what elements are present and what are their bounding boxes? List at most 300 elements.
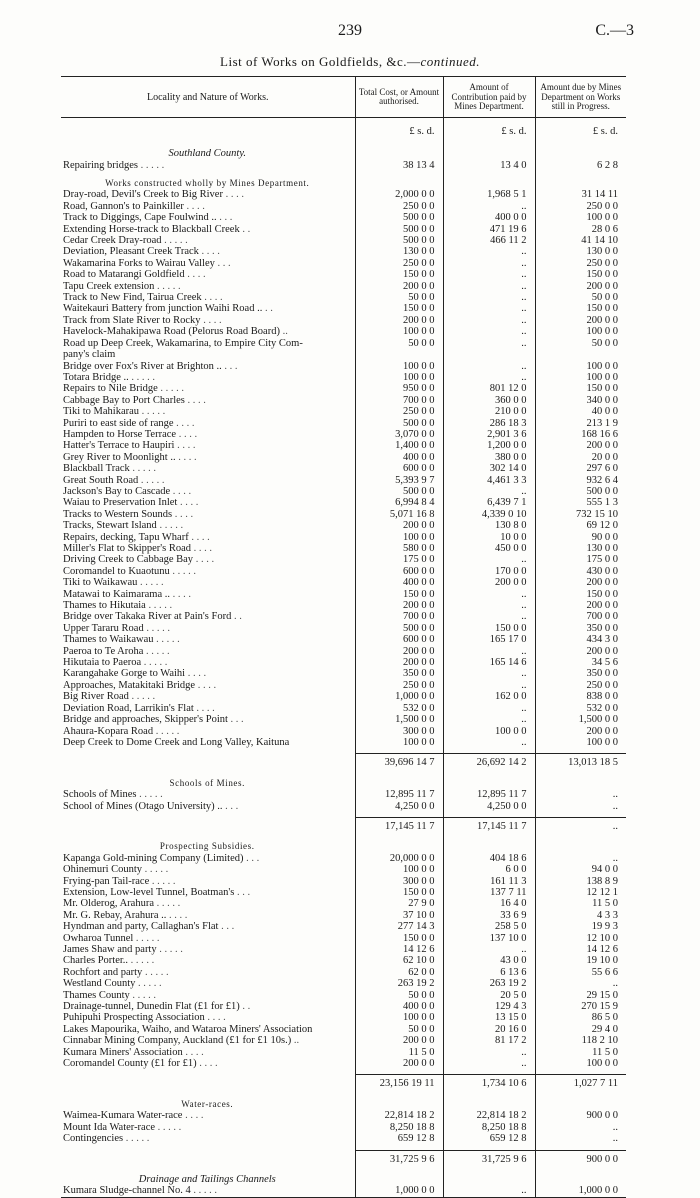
work-name-cell (61, 224, 355, 235)
work-name-cell (61, 668, 355, 679)
total-cost-cell: 130 0 0 (355, 246, 443, 257)
table-row (61, 876, 626, 887)
units-total: £ s. d. (355, 117, 443, 141)
table-row (61, 853, 626, 864)
table-row (61, 1058, 626, 1069)
table-row (61, 1047, 626, 1058)
leader-dots: . . . . (203, 314, 222, 326)
table-row (61, 990, 626, 1001)
contribution-cell: .. (443, 201, 535, 212)
work-name-cell (61, 235, 355, 246)
amount-due-cell: 838 0 0 (535, 691, 626, 702)
leader-dots: . . . . . (141, 406, 166, 418)
total-cost-cell: 300 0 0 (355, 876, 443, 887)
amount-due-cell: 12 10 0 (535, 933, 626, 944)
contribution-cell: 13 4 0 (443, 160, 535, 171)
work-name: Grey River to Moonlight .. (63, 451, 176, 463)
table-row (61, 955, 626, 966)
total-cost-cell: 250 0 0 (355, 406, 443, 417)
contribution-cell: 8,250 18 8 (443, 1122, 535, 1133)
work-name-cell (61, 395, 355, 406)
work-name-cell (61, 246, 355, 257)
section-total-cost: 23,156 19 11 (355, 1075, 443, 1092)
work-name-cell (61, 726, 355, 737)
table-row (61, 349, 626, 360)
work-name: Lakes Mapourika, Waiho, and Wataroa Miners' Association (63, 1023, 313, 1035)
leader-dots: . . . . . (164, 235, 188, 247)
work-name: Mr. G. Rebay, Arahura .. (63, 909, 167, 921)
section-total-contribution: 17,145 11 7 (443, 817, 535, 834)
leader-dots: . . . . . (137, 978, 162, 990)
amount-due-cell: 555 1 3 (535, 497, 626, 508)
contribution-cell: 129 4 3 (443, 1001, 535, 1012)
amount-due-cell: 31 14 11 (535, 189, 626, 200)
leader-dots: . . . . . (139, 789, 163, 801)
work-name: Cabbage Bay to Port Charles (63, 394, 185, 406)
amount-due-cell: 150 0 0 (535, 383, 626, 394)
leader-dots: . . . . . (159, 944, 183, 955)
leader-dots: . . . . (197, 679, 217, 691)
work-name-cell (61, 326, 355, 337)
units-due: £ s. d. (535, 117, 626, 141)
work-name-cell (61, 463, 355, 474)
table-row (61, 520, 626, 531)
leader-dots: . . . . (196, 702, 215, 714)
table-row (61, 703, 626, 714)
leader-dots: . . . . (172, 588, 191, 600)
leader-dots: . . . (221, 921, 235, 933)
table-row (61, 1110, 626, 1121)
amount-due-cell: 130 0 0 (535, 246, 626, 257)
work-name-cell (61, 269, 355, 280)
total-cost-cell: 5,071 16 8 (355, 509, 443, 520)
section-heading-row (61, 171, 626, 189)
contribution-cell: 20 16 0 (443, 1024, 535, 1035)
contribution-cell: .. (443, 944, 535, 955)
leader-dots: . . . . . (157, 280, 181, 292)
total-cost-cell: 250 0 0 (355, 680, 443, 691)
amount-due-cell: 700 0 0 (535, 611, 626, 622)
leader-dots: . . . . . (125, 1133, 150, 1145)
work-name: Ohinemuri County (63, 864, 143, 876)
total-cost-cell: 100 0 0 (355, 361, 443, 372)
leader-dots: . . . . . (146, 645, 170, 657)
amount-due-cell: 732 15 10 (535, 509, 626, 520)
work-name: Deviation Road, Larrikin's Flat (63, 702, 194, 714)
work-name: Puriri to east side of range (63, 417, 174, 429)
total-cost-cell: 6,994 8 4 (355, 497, 443, 508)
table-row (61, 543, 626, 554)
work-name: Track to New Find, Tairua Creek (63, 292, 202, 304)
section-total-row (61, 1075, 626, 1092)
work-name: Hampden to Horse Terrace (63, 428, 177, 440)
contribution-cell: .. (443, 680, 535, 691)
contribution-cell: 200 0 0 (443, 577, 535, 588)
page-reference: C.—3 (595, 22, 634, 39)
work-name: Hyndman and party, Callaghan's Flat (63, 921, 219, 933)
total-cost-cell: 11 5 0 (355, 1047, 443, 1058)
work-name: Upper Tararu Road (63, 622, 144, 634)
work-name-cell (61, 1185, 355, 1197)
leader-dots: . . . . (204, 292, 223, 304)
total-cost-cell: 263 19 2 (355, 978, 443, 989)
amount-due-cell: .. (535, 978, 626, 989)
total-cost-cell: 300 0 0 (355, 726, 443, 737)
leader-dots: . . . . . (131, 371, 155, 383)
work-name: Paeroa to Te Aroha (63, 645, 144, 657)
work-name-cell (61, 361, 355, 372)
total-cost-cell: 700 0 0 (355, 395, 443, 406)
amount-due-cell: 118 2 10 (535, 1035, 626, 1046)
leader-dots: . . (264, 303, 273, 315)
empty-cell (355, 171, 443, 189)
amount-due-cell: 200 0 0 (535, 600, 626, 611)
table-row (61, 600, 626, 611)
total-cost-cell: 1,500 0 0 (355, 714, 443, 725)
contribution-cell: 1,200 0 0 (443, 440, 535, 451)
work-name: Charles Porter.. (63, 955, 129, 967)
contribution-cell: .. (443, 1185, 535, 1197)
work-name-cell (61, 543, 355, 554)
contribution-cell: 4,461 3 3 (443, 475, 535, 486)
section-heading: Prospecting Subsidies. (159, 841, 255, 852)
leader-dots: . . (242, 223, 251, 235)
leader-dots: . . . . . (157, 1121, 182, 1133)
total-cost-cell: 175 0 0 (355, 554, 443, 565)
contribution-cell: .. (443, 1047, 535, 1058)
work-name-cell (61, 486, 355, 497)
total-cost-cell: 659 12 8 (355, 1133, 443, 1144)
table-row (61, 898, 626, 909)
total-cost-cell: 100 0 0 (355, 326, 443, 337)
amount-due-cell: 19 9 3 (535, 921, 626, 932)
amount-due-cell: 12 12 1 (535, 887, 626, 898)
leader-dots: . . . . (193, 543, 213, 554)
amount-due-cell: 100 0 0 (535, 212, 626, 223)
contribution-cell: 4,250 0 0 (443, 801, 535, 812)
work-name: Big River Road (63, 691, 129, 703)
leader-dots: . . . . . (130, 955, 155, 967)
amount-due-cell: 100 0 0 (535, 737, 626, 748)
total-cost-cell: 400 0 0 (355, 577, 443, 588)
empty-cell (355, 1167, 443, 1185)
amount-due-cell: 430 0 0 (535, 566, 626, 577)
work-name-cell (61, 1001, 355, 1012)
table-row (61, 383, 626, 394)
total-cost-cell: 1,400 0 0 (355, 440, 443, 451)
contribution-cell: .. (443, 703, 535, 714)
work-name-cell (61, 509, 355, 520)
empty-cell (61, 1150, 355, 1167)
leader-dots: . . . . . (156, 634, 180, 646)
work-name: Tracks, Stewart Island (63, 520, 157, 532)
table-row (61, 486, 626, 497)
column-header-contribution: Amount of Contribution paid by Mines Department. (443, 77, 535, 118)
work-name: Coromandel County (£1 for £1) (63, 1058, 197, 1070)
work-name-cell (61, 1110, 355, 1121)
leader-dots: . . . (236, 886, 251, 898)
total-cost-cell: 532 0 0 (355, 703, 443, 714)
work-name: Cinnabar Mining Company, Auckland (£1 for £1 10s.) (63, 1035, 292, 1047)
section-total-due: .. (535, 817, 626, 834)
table-row (61, 292, 626, 303)
contribution-cell: .. (443, 258, 535, 269)
total-cost-cell: 1,000 0 0 (355, 1185, 443, 1197)
table-row (61, 646, 626, 657)
table-row (61, 691, 626, 702)
table-row (61, 224, 626, 235)
work-name: Great South Road (63, 474, 139, 486)
table-row (61, 944, 626, 955)
total-cost-cell: 50 0 0 (355, 1024, 443, 1035)
contribution-cell: 258 5 0 (443, 921, 535, 932)
leader-dots: . . . . (207, 1012, 226, 1024)
contribution-cell: 170 0 0 (443, 566, 535, 577)
contribution-cell: 22,814 18 2 (443, 1110, 535, 1121)
work-name: Owharoa Tunnel (63, 932, 134, 944)
table-row (61, 338, 626, 349)
work-name: Road up Deep Creek, Wakamarina, to Empire City Com- (63, 337, 303, 349)
amount-due-cell: 500 0 0 (535, 486, 626, 497)
leader-dots: . . . . (178, 428, 198, 440)
amount-due-cell: 90 0 0 (535, 532, 626, 543)
work-name-cell (61, 475, 355, 486)
amount-due-cell: 100 0 0 (535, 326, 626, 337)
work-name-cell (61, 554, 355, 565)
contribution-cell: 400 0 0 (443, 212, 535, 223)
work-name: Waiau to Preservation Inlet (63, 497, 178, 509)
table-row (61, 634, 626, 645)
leader-dots: . . . (217, 257, 231, 269)
total-cost-cell: 12,895 11 7 (355, 789, 443, 800)
total-cost-cell: 500 0 0 (355, 486, 443, 497)
contribution-cell: .. (443, 372, 535, 383)
total-cost-cell: 27 9 0 (355, 898, 443, 909)
empty-cell (443, 141, 535, 159)
contribution-cell: .. (443, 554, 535, 565)
empty-cell (61, 1075, 355, 1092)
table-row (61, 258, 626, 269)
table-row (61, 566, 626, 577)
leader-dots: .. (293, 1035, 300, 1047)
contribution-cell: .. (443, 361, 535, 372)
contribution-cell: .. (443, 246, 535, 257)
table-row (61, 1001, 626, 1012)
table-row (61, 326, 626, 337)
table-row (61, 246, 626, 257)
leader-dots: . . . . . (144, 966, 169, 978)
amount-due-cell: 11 5 0 (535, 898, 626, 909)
work-name-cell (61, 429, 355, 440)
contribution-cell: 263 19 2 (443, 978, 535, 989)
section-heading-row (61, 1092, 626, 1110)
amount-due-cell: 532 0 0 (535, 703, 626, 714)
total-cost-cell: 580 0 0 (355, 543, 443, 554)
column-header-locality: Locality and Nature of Works. (61, 77, 355, 118)
work-name: Hikutaia to Paeroa (63, 657, 142, 669)
work-name-cell (61, 1012, 355, 1023)
amount-due-cell: 900 0 0 (535, 1110, 626, 1121)
works-table-container (61, 76, 626, 1198)
table-row (61, 269, 626, 280)
leader-dots: . . . (219, 212, 233, 224)
section-total-cost: 17,145 11 7 (355, 817, 443, 834)
contribution-cell: 100 0 0 (443, 726, 535, 737)
work-name: Miller's Flat to Skipper's Road (63, 543, 192, 554)
contribution-cell: 33 6 9 (443, 910, 535, 921)
contribution-cell: 162 0 0 (443, 691, 535, 702)
amount-due-cell: 175 0 0 (535, 554, 626, 565)
total-cost-cell: 100 0 0 (355, 737, 443, 748)
table-row (61, 668, 626, 679)
amount-due-cell: 6 2 8 (535, 160, 626, 171)
amount-due-cell: 200 0 0 (535, 315, 626, 326)
title-main: List of Works on Goldfields, &c.— (220, 54, 421, 69)
leader-dots: . . . . . (140, 474, 165, 486)
empty-cell (443, 171, 535, 189)
amount-due-cell: .. (535, 801, 626, 812)
work-name: Kumara Miners' Association (63, 1046, 183, 1058)
total-cost-cell: 400 0 0 (355, 1001, 443, 1012)
total-cost-cell: 62 10 0 (355, 955, 443, 966)
work-name: Wakamarina Forks to Wairau Valley (63, 257, 215, 269)
leader-dots: . . . . . (148, 600, 173, 612)
leader-dots: .. (282, 326, 288, 338)
work-name-cell (61, 864, 355, 875)
total-cost-cell: 500 0 0 (355, 623, 443, 634)
contribution-cell: 801 12 0 (443, 383, 535, 394)
work-name-cell (61, 292, 355, 303)
leader-dots: . . . . (174, 508, 194, 520)
work-name-cell (61, 933, 355, 944)
amount-due-cell: 200 0 0 (535, 577, 626, 588)
contribution-cell: 81 17 2 (443, 1035, 535, 1046)
empty-cell (535, 1092, 626, 1110)
contribution-cell: .. (443, 338, 535, 349)
work-name-cell (61, 801, 355, 812)
contribution-cell: 450 0 0 (443, 543, 535, 554)
work-name-cell (61, 691, 355, 702)
contribution-cell: .. (443, 315, 535, 326)
section-total-cost: 31,725 9 6 (355, 1150, 443, 1167)
total-cost-cell: 500 0 0 (355, 235, 443, 246)
work-name: Tiki to Waikawau (63, 577, 138, 589)
amount-due-cell (535, 349, 626, 360)
work-name: Havelock-Mahakipawa Road (Pelorus Road Board) (63, 326, 280, 338)
total-cost-cell: 200 0 0 (355, 520, 443, 531)
contribution-cell: .. (443, 303, 535, 314)
work-name: Repairs to Nile Bridge (63, 383, 158, 395)
work-name: Bridge and approaches, Skipper's Point (63, 714, 228, 726)
amount-due-cell: 150 0 0 (535, 589, 626, 600)
leader-dots: . . . . . (159, 520, 184, 532)
amount-due-cell: 14 12 6 (535, 944, 626, 955)
work-name-cell (61, 600, 355, 611)
work-name: Matawai to Kaimarama .. (63, 588, 170, 600)
work-name: Waimea-Kumara Water-race (63, 1110, 183, 1122)
amount-due-cell: 200 0 0 (535, 281, 626, 292)
amount-due-cell: 200 0 0 (535, 726, 626, 737)
leader-dots: . . . . . (151, 875, 176, 887)
leader-dots: . . . . . (135, 932, 160, 944)
table-row (61, 577, 626, 588)
contribution-cell: .. (443, 326, 535, 337)
section-heading-row (61, 834, 626, 852)
section-total-due: 900 0 0 (535, 1150, 626, 1167)
total-cost-cell: 50 0 0 (355, 338, 443, 349)
title-continued: continued. (420, 54, 480, 69)
units-contribution: £ s. d. (443, 117, 535, 141)
work-name-cell (61, 189, 355, 200)
amount-due-cell: 41 14 10 (535, 235, 626, 246)
work-name-cell (61, 657, 355, 668)
work-name-cell (61, 1133, 355, 1144)
contribution-cell: 13 15 0 (443, 1012, 535, 1023)
total-cost-cell: 20,000 0 0 (355, 853, 443, 864)
work-name: Extending Horse-track to Blackball Creek (63, 223, 240, 235)
total-cost-cell: 250 0 0 (355, 258, 443, 269)
work-name: Blackball Track (63, 463, 130, 475)
work-name: Karangahake Gorge to Waihi (63, 668, 186, 680)
contribution-cell: 137 10 0 (443, 933, 535, 944)
leader-dots: . . . . . (156, 898, 181, 910)
amount-due-cell: 270 15 9 (535, 1001, 626, 1012)
work-name: Extension, Low-level Tunnel, Boatman's (63, 886, 235, 898)
empty-cell (443, 771, 535, 789)
amount-due-cell: 250 0 0 (535, 201, 626, 212)
contribution-cell: 161 11 3 (443, 876, 535, 887)
leader-dots: . . . (230, 714, 244, 726)
work-name-cell (61, 577, 355, 588)
table-row (61, 1024, 626, 1035)
table-row (61, 532, 626, 543)
work-name-cell (61, 623, 355, 634)
contribution-cell: 10 0 0 (443, 532, 535, 543)
section-heading: Southland County. (168, 148, 247, 160)
work-name: Schools of Mines (63, 789, 137, 801)
contribution-cell: .. (443, 1058, 535, 1069)
work-name: Repairs, decking, Tapu Wharf (63, 531, 189, 543)
total-cost-cell: 1,000 0 0 (355, 691, 443, 702)
total-cost-cell: 8,250 18 8 (355, 1122, 443, 1133)
amount-due-cell: 168 16 6 (535, 429, 626, 440)
empty-cell (443, 1167, 535, 1185)
amount-due-cell: 29 4 0 (535, 1024, 626, 1035)
works-table (61, 76, 626, 1198)
work-name-cell (61, 978, 355, 989)
amount-due-cell: 350 0 0 (535, 668, 626, 679)
amount-due-cell: 11 5 0 (535, 1047, 626, 1058)
work-name-cell (61, 646, 355, 657)
work-name: Road to Matarangi Goldfield (63, 269, 185, 281)
contribution-cell: 43 0 0 (443, 955, 535, 966)
empty-cell (443, 834, 535, 852)
contribution-cell: 6,439 7 1 (443, 497, 535, 508)
work-name-cell (61, 532, 355, 543)
table-row (61, 864, 626, 875)
leader-dots: . . . . (177, 440, 196, 452)
table-row (61, 189, 626, 200)
work-name-cell (61, 634, 355, 645)
table-row (61, 1035, 626, 1046)
leader-dots: . . . (246, 852, 260, 864)
amount-due-cell: 50 0 0 (535, 292, 626, 303)
total-cost-cell: 150 0 0 (355, 589, 443, 600)
table-row (61, 1185, 626, 1197)
work-name-cell (61, 876, 355, 887)
contribution-cell: 165 17 0 (443, 634, 535, 645)
empty-cell (535, 771, 626, 789)
